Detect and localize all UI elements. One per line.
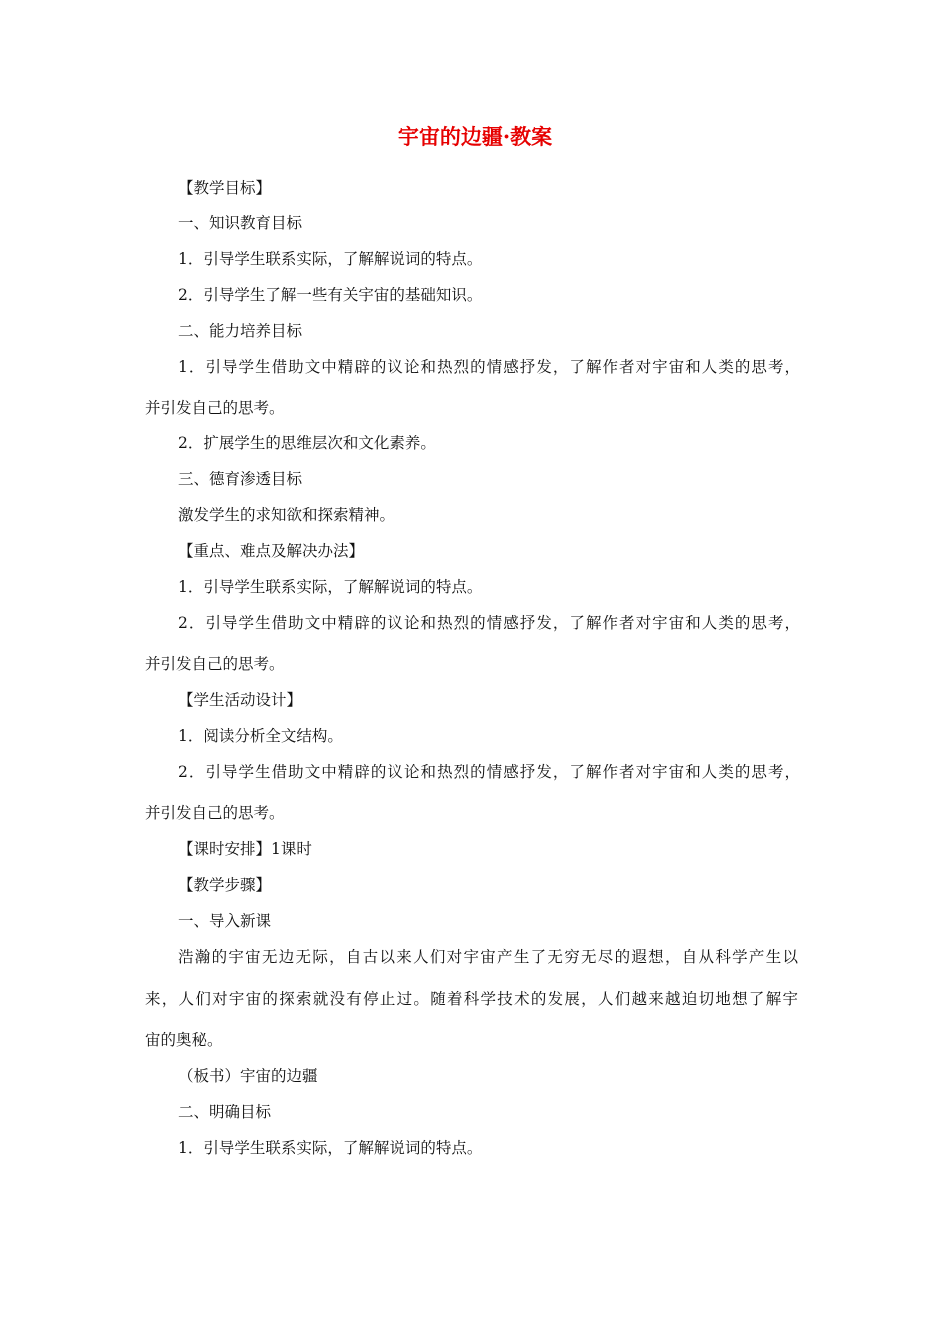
list-item: 1．引导学生联系实际，了解解说词的特点。	[178, 250, 483, 268]
section-heading-key-points: 【重点、难点及解决办法】	[178, 542, 365, 560]
list-item: 1．引导学生联系实际，了解解说词的特点。	[178, 1139, 483, 1157]
subheading-introduction: 一、导入新课	[178, 912, 272, 930]
list-item: 2．扩展学生的思维层次和文化素养。	[178, 434, 436, 452]
subheading-knowledge-goals: 一、知识教育目标	[178, 214, 303, 232]
paragraph: 浩瀚的宇宙无边无际，自古以来人们对宇宙产生了无穷无尽的遐想，自从科学产生以	[178, 948, 798, 966]
list-item-continuation: 并引发自己的思考。	[145, 399, 285, 417]
blackboard-note: （板书）宇宙的边疆	[178, 1067, 318, 1085]
subheading-ability-goals: 二、能力培养目标	[178, 322, 303, 340]
paragraph-continuation: 宙的奥秘。	[145, 1031, 223, 1049]
section-heading-schedule: 【课时安排】1课时	[178, 840, 312, 858]
list-item: 1．引导学生联系实际，了解解说词的特点。	[178, 578, 483, 596]
list-item-continuation: 并引发自己的思考。	[145, 655, 285, 673]
document-title: 宇宙的边疆·教案	[397, 124, 553, 149]
list-item: 2．引导学生借助文中精辟的议论和热烈的情感抒发，了解作者对宇宙和人类的思考，	[178, 763, 800, 781]
section-heading-teaching-goals: 【教学目标】	[178, 179, 272, 197]
list-item: 2．引导学生借助文中精辟的议论和热烈的情感抒发，了解作者对宇宙和人类的思考，	[178, 614, 800, 632]
list-item: 1．阅读分析全文结构。	[178, 727, 343, 745]
list-item-continuation: 并引发自己的思考。	[145, 804, 285, 822]
subheading-moral-goals: 三、德育渗透目标	[178, 470, 303, 488]
list-item: 2．引导学生了解一些有关宇宙的基础知识。	[178, 286, 483, 304]
section-heading-student-activities: 【学生活动设计】	[178, 691, 303, 709]
paragraph-continuation: 来，人们对宇宙的探索就没有停止过。随着科学技术的发展，人们越来越迫切地想了解宇	[145, 990, 798, 1008]
subheading-clarify-goals: 二、明确目标	[178, 1103, 272, 1121]
section-heading-steps: 【教学步骤】	[178, 876, 272, 894]
paragraph: 激发学生的求知欲和探索精神。	[178, 506, 396, 524]
list-item: 1．引导学生借助文中精辟的议论和热烈的情感抒发，了解作者对宇宙和人类的思考，	[178, 358, 800, 376]
